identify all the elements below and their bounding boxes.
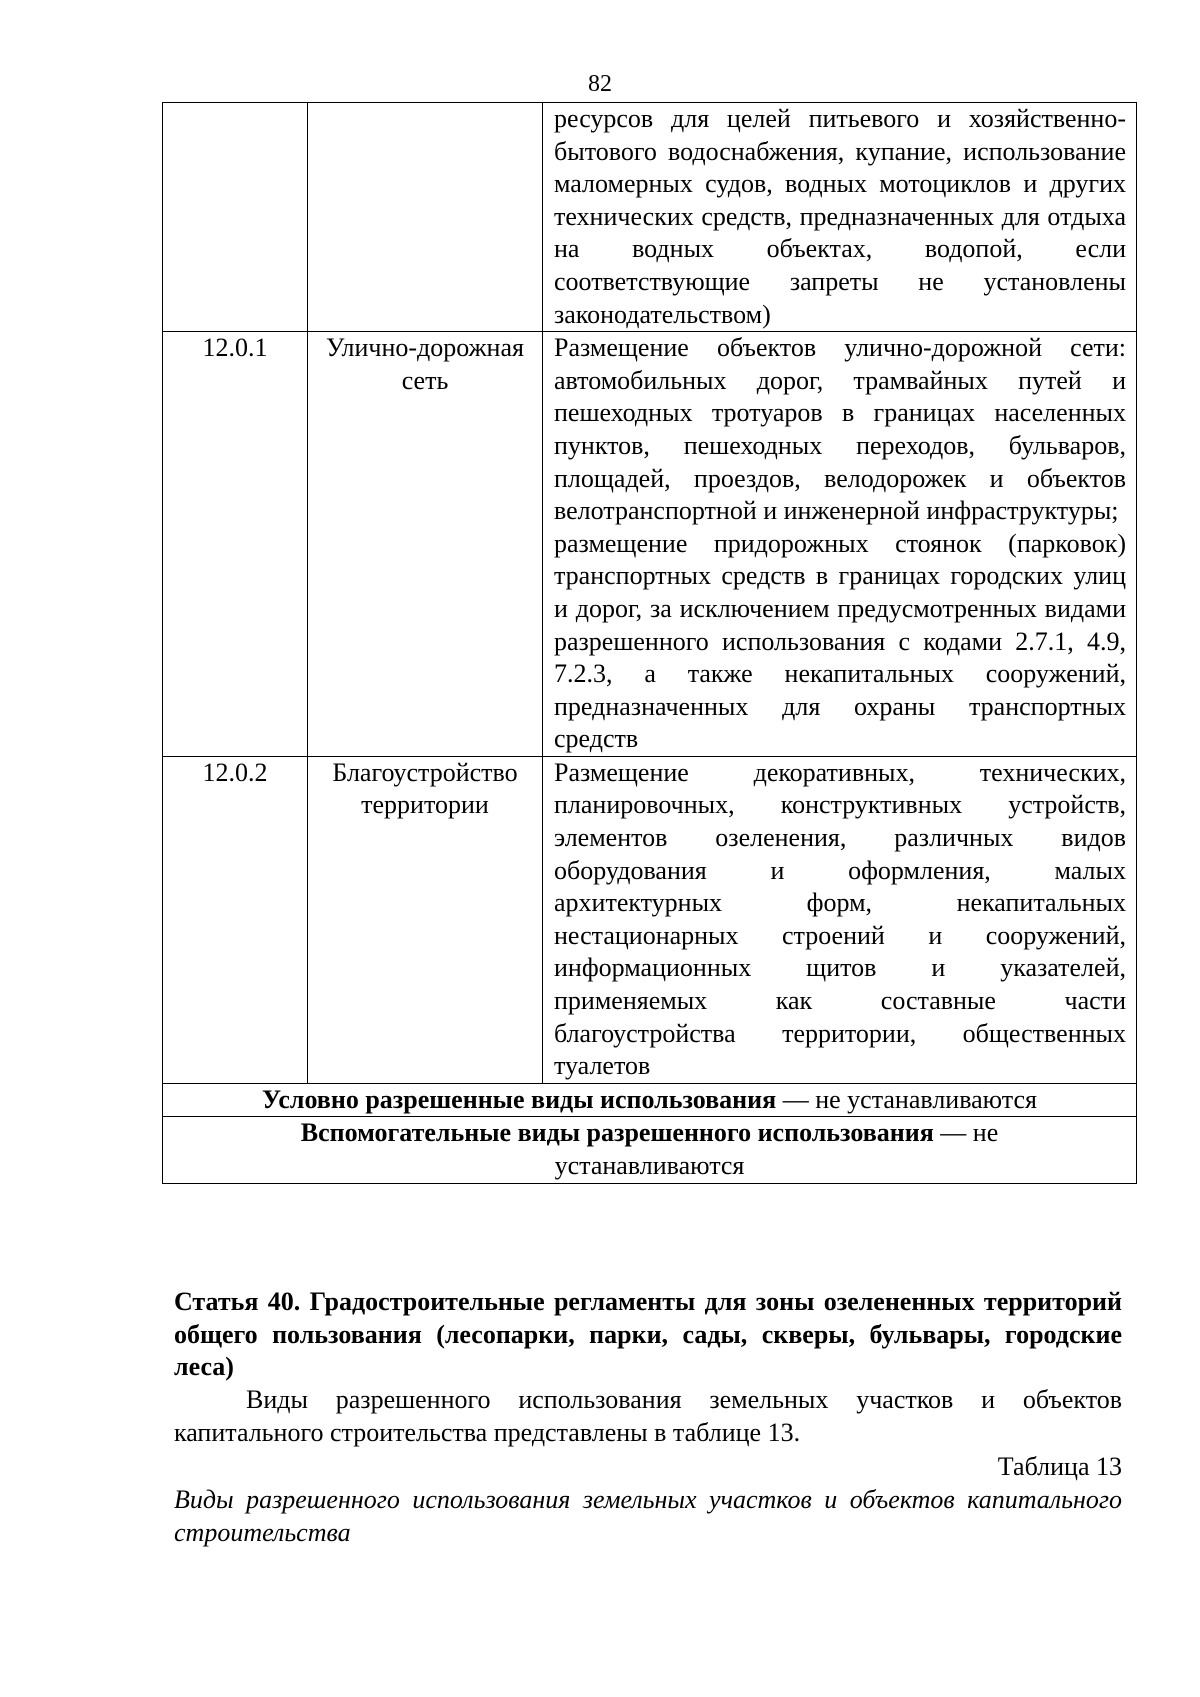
auxiliary-uses-value: — не устанавливаются	[554, 1118, 999, 1180]
auxiliary-uses-row	[163, 1117, 1137, 1183]
name-cell	[308, 103, 543, 332]
conditional-uses-cell	[163, 1083, 1137, 1117]
page-number: 82	[588, 71, 612, 97]
description-paragraph: размещение придорожных стоянок (парковок) транспортных средств в границах городских улиц и дорог, за исключением предусмотренных видами разрешенного использования с кодами 2.7.1, 4.9, 7.2.3, а также некапитальных сооружений, предназначенных для охраны транспортных средств	[554, 528, 1126, 754]
code-cell	[163, 103, 308, 332]
description-paragraph: ресурсов для целей питьевого и хозяйственно-бытового водоснабжения, купание, использование маломерных судов, водных мотоциклов и других технических средств, предназначенных для отдыха на водных объектах, водопой, если соответствующие запреты не установлены законодательством)	[554, 104, 1126, 329]
description-cell	[543, 103, 1137, 332]
table-label: Таблица 13	[997, 1452, 1122, 1481]
description-paragraph: Размещение декоративных, технических, планировочных, конструктивных устройств, элементов озеленения, различных видов оборудования и оформления, малых архитектурных форм, некапитальных нестационарных строений и сооружений, информационных щитов и указателей, применяемых как составные части благоустройства территории, общественных туалетов	[554, 757, 1126, 1081]
conditional-uses-label: Условно разрешенные виды использования	[262, 1084, 777, 1114]
code-cell: 12.0.2	[163, 756, 308, 1083]
name-cell: Благоустройство территории	[308, 756, 543, 1083]
table-row	[163, 332, 1137, 757]
table-row	[163, 103, 1137, 332]
auxiliary-uses-cell	[163, 1117, 1137, 1183]
table-row	[163, 756, 1137, 1083]
code-cell: 12.0.1	[163, 332, 308, 757]
description-paragraph: Размещение объектов улично-дорожной сети: автомобильных дорог, трамвайных путей и пешеходных тротуаров в границах населенных пунктов, пешеходных переходов, бульваров, площадей, проездов, велодорожек и объектов велотранспортной и инженерной инфраструктуры;	[554, 333, 1126, 526]
land-use-table	[162, 102, 1137, 1184]
auxiliary-uses-label: Вспомогательные виды разрешенного использования	[300, 1118, 934, 1148]
article-heading: Статья 40. Градостроительные регламенты для зоны озелененных территорий общего пользования (лесопарки, парки, сады, скверы, бульвары, городские леса)	[174, 1287, 1122, 1382]
conditional-uses-row	[163, 1083, 1137, 1117]
description-cell	[543, 756, 1137, 1083]
name-cell: Улично-дорожная сеть	[308, 332, 543, 757]
conditional-uses-value: — не устанавливаются	[776, 1084, 1037, 1114]
description-cell	[543, 332, 1137, 757]
intro-paragraph: Виды разрешенного использования земельных участков и объектов капитального строительства представлены в таблице 13.	[174, 1385, 1122, 1447]
table-caption: Виды разрешенного использования земельных участков и объектов капитального строительства	[174, 1485, 1122, 1547]
